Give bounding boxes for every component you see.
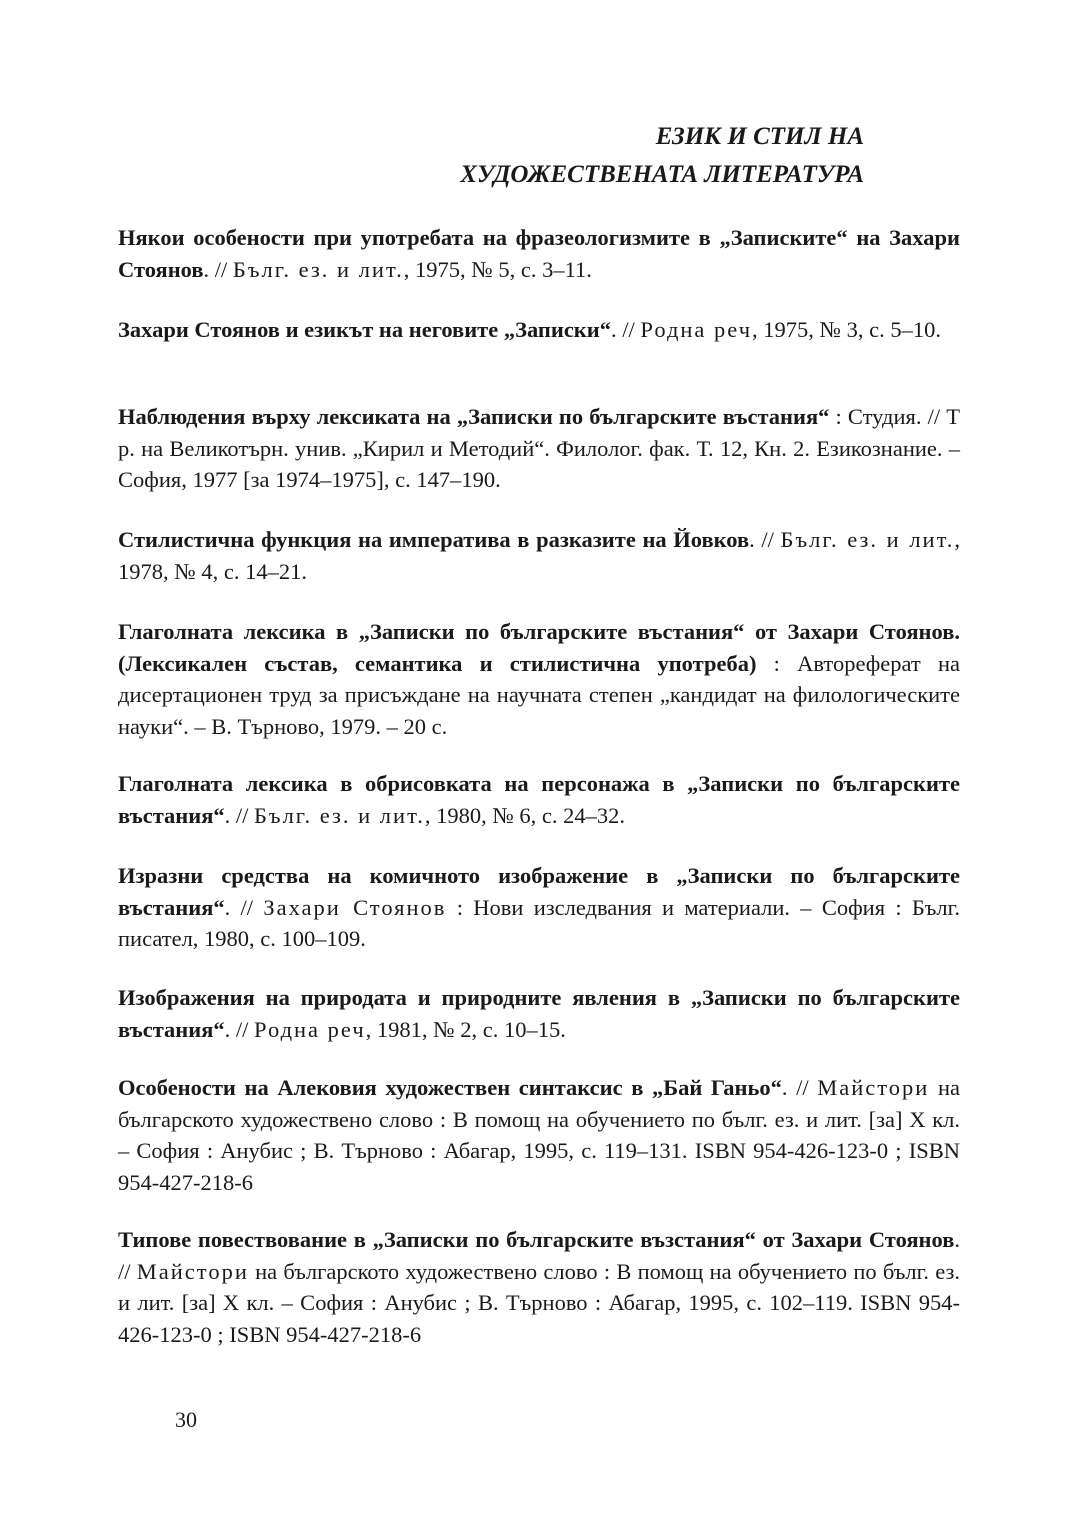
entry-source: Майстори	[817, 1075, 930, 1100]
entry-separator: . //	[203, 256, 233, 282]
entry-separator: . //	[118, 1227, 960, 1284]
bibliography-entry	[118, 524, 960, 587]
bibliography-entry	[118, 222, 960, 285]
entry-details: на българското художествено слово : В помощ на обучението по бълг. ез. и лит. [за] Х кл. – София : Анубис ; В. Търново : Абагар, 1995, с. 102–119. ISBN 954-426-123-0 ; ISBN 954-427-218-6	[118, 1258, 960, 1347]
bibliography-entry	[118, 314, 960, 346]
entry-separator: :	[829, 404, 848, 429]
entry-details: Автореферат на дисертационен труд за присъждане на научната степен „кандидат на филологическите науки“. – В. Търново, 1979. – 20 с.	[118, 650, 960, 739]
page-number: 30	[175, 1407, 197, 1432]
entry-title: Глаголната лексика в обрисовката на персонажа в „Записки по българските въстания“	[118, 771, 960, 828]
section-title-line-1: ЕЗИК И СТИЛ НА	[655, 123, 864, 150]
bibliography-entry	[118, 1072, 960, 1198]
entry-separator: . //	[224, 894, 264, 920]
entry-details: Студия. // Т р. на Великотърн. унив. „Кирил и Методий“. Филолог. фак. Т. 12, Кн. 2. Езикознание. – София, 1977 [за 1974–1975], с. 147–190.	[118, 404, 960, 492]
entry-source: Бълг. ез. и лит.	[232, 256, 404, 282]
section-title-line-2: ХУДОЖЕСТВЕНАТА ЛИТЕРАТУРА	[460, 161, 864, 188]
entry-details: , 1975, № 3, с. 5–10.	[752, 317, 942, 342]
entry-details: , 1975, № 5, с. 3–11.	[403, 256, 592, 282]
entry-separator: . //	[781, 1075, 818, 1100]
entry-separator: :	[756, 650, 798, 676]
section-title	[460, 118, 864, 194]
bibliography-entry	[118, 860, 960, 955]
entry-title: Особености на Алековия художествен синтаксис в „Бай Ганьо“	[118, 1075, 782, 1100]
entry-source: Майстори	[136, 1258, 249, 1284]
entry-details: : Нови изследвания и материали. – София : Бълг. писател, 1980, с. 100–109.	[118, 894, 960, 951]
bibliography-entry	[118, 768, 960, 831]
bibliography-entry	[118, 982, 960, 1045]
entry-details: на българското художествено слово : В помощ на обучението по бълг. ез. и лит. [за] Х кл. – София : Анубис ; В. Търново : Абагар, 1995, с. 119–131. ISBN 954-426-123-0 ; ISBN 954-427-218-6	[118, 1075, 960, 1195]
entry-title: Изображения на природата и природните явления в „Записки по българските въстания“	[118, 985, 960, 1042]
entry-source: Родна реч	[640, 317, 753, 342]
entry-details: , 1981, № 2, с. 10–15.	[365, 1016, 566, 1042]
entry-title: Някои особености при употребата на фразеологизмите в „Записките“ на Захари Стоянов	[118, 225, 960, 282]
entry-separator: . //	[224, 1016, 255, 1042]
entry-separator: . //	[749, 527, 781, 552]
bibliography-entry	[118, 1224, 960, 1350]
entry-source: Бълг. ез. и лит.	[254, 802, 425, 828]
entry-title: Изразни средства на комичното изображение в „Записки по българските въстания“	[118, 863, 960, 920]
entry-title: Стилистична функция на императива в разказите на Йовков	[118, 527, 750, 552]
entry-source: Захари Стоянов	[263, 894, 447, 920]
entry-details: , 1978, № 4, с. 14–21.	[118, 527, 960, 584]
entry-title: Типове повествование в „Записки по българските възстания“ от Захари Стоянов	[118, 1227, 955, 1252]
entry-title: Наблюдения върху лексиката на „Записки по българските въстания“	[118, 404, 830, 429]
entry-source: Бълг. ез. и лит.	[780, 527, 955, 552]
entry-title: Захари Стоянов и езикът на неговите „Записки“	[118, 317, 611, 342]
bibliography-entry	[118, 616, 960, 742]
entry-details: , 1980, № 6, с. 24–32.	[424, 802, 626, 828]
entry-separator: . //	[611, 317, 641, 342]
entry-separator: . //	[224, 802, 255, 828]
entry-title: Глаголната лексика в „Записки по българските въстания“ от Захари Стоянов. (Лексикален състав, семантика и стилистична употреба)	[118, 619, 960, 676]
bibliography-entry	[118, 401, 960, 496]
entry-source: Родна реч	[254, 1016, 366, 1042]
